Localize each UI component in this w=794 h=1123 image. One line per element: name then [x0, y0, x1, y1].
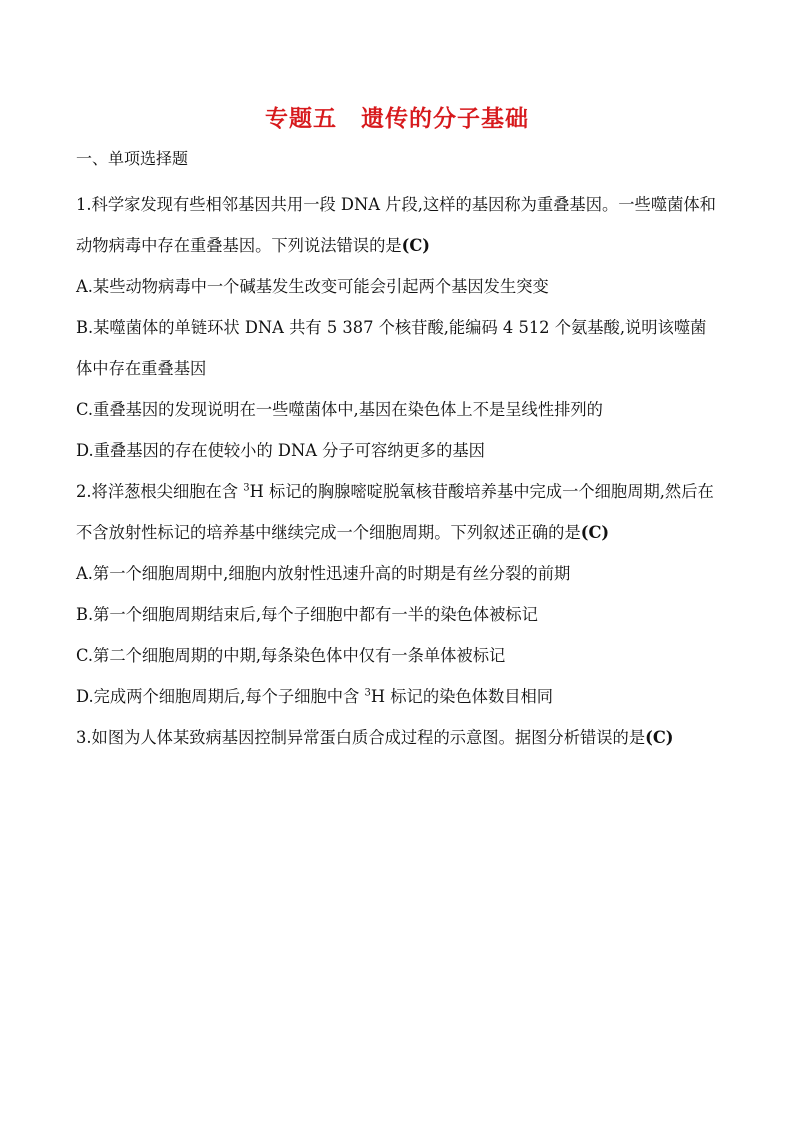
- question-3-text: 3.如图为人体某致病基因控制异常蛋白质合成过程的示意图。据图分析错误的是: [76, 728, 646, 747]
- question-1-text: 1.科学家发现有些相邻基因共用一段 DNA 片段,这样的基因称为重叠基因。一些噬菌体和动物病毒中存在重叠基因。下列说法错误的是: [76, 195, 716, 255]
- question-3-stem: [76, 717, 722, 758]
- option-d-text-pre: D.完成两个细胞周期后,每个子细胞中含: [76, 687, 365, 706]
- question-2-text-post: H 标记的胸腺嘧啶脱氧核苷酸培养基中完成一个细胞周期,然后在不含放射性标记的培养基中继续完成一个细胞周期。下列叙述正确的是: [76, 482, 714, 542]
- question-2-answer: (C): [580, 523, 610, 542]
- question-list: [76, 184, 722, 758]
- question-1-answer: (C): [401, 236, 431, 255]
- question-2-option-c: C.第二个细胞周期的中期,每条染色体中仅有一条单体被标记: [76, 646, 506, 665]
- question-2-stem: [76, 471, 722, 553]
- question-1-option-a: A.某些动物病毒中一个碱基发生改变可能会引起两个基因发生突变: [76, 277, 549, 296]
- question-2-option-b: B.第一个细胞周期结束后,每个子细胞中都有一半的染色体被标记: [76, 605, 538, 624]
- question-1-option-c: C.重叠基因的发现说明在一些噬菌体中,基因在染色体上不是呈线性排列的: [76, 400, 603, 419]
- superscript-3: 3: [364, 687, 371, 699]
- section-heading: 一、单项选择题: [76, 149, 189, 168]
- question-3-answer: (C): [645, 728, 674, 747]
- question-1-option-d: D.重叠基因的存在使较小的 DNA 分子可容纳更多的基因: [76, 441, 485, 460]
- question-2-option-a: A.第一个细胞周期中,细胞内放射性迅速升高的时期是有丝分裂的前期: [76, 564, 571, 583]
- question-2-option-d: [76, 676, 722, 717]
- option-d-text-post: H 标记的染色体数目相同: [370, 687, 554, 706]
- question-1-stem: [76, 184, 722, 266]
- question-1-option-b: B.某噬菌体的单链环状 DNA 共有 5 387 个核苷酸,能编码 4 512 个氨基酸,说明该噬菌体中存在重叠基因: [76, 318, 707, 378]
- superscript-3: 3: [243, 482, 250, 494]
- question-2-text-pre: 2.将洋葱根尖细胞在含: [76, 482, 244, 501]
- page-title: 专题五 遗传的分子基础: [265, 106, 529, 132]
